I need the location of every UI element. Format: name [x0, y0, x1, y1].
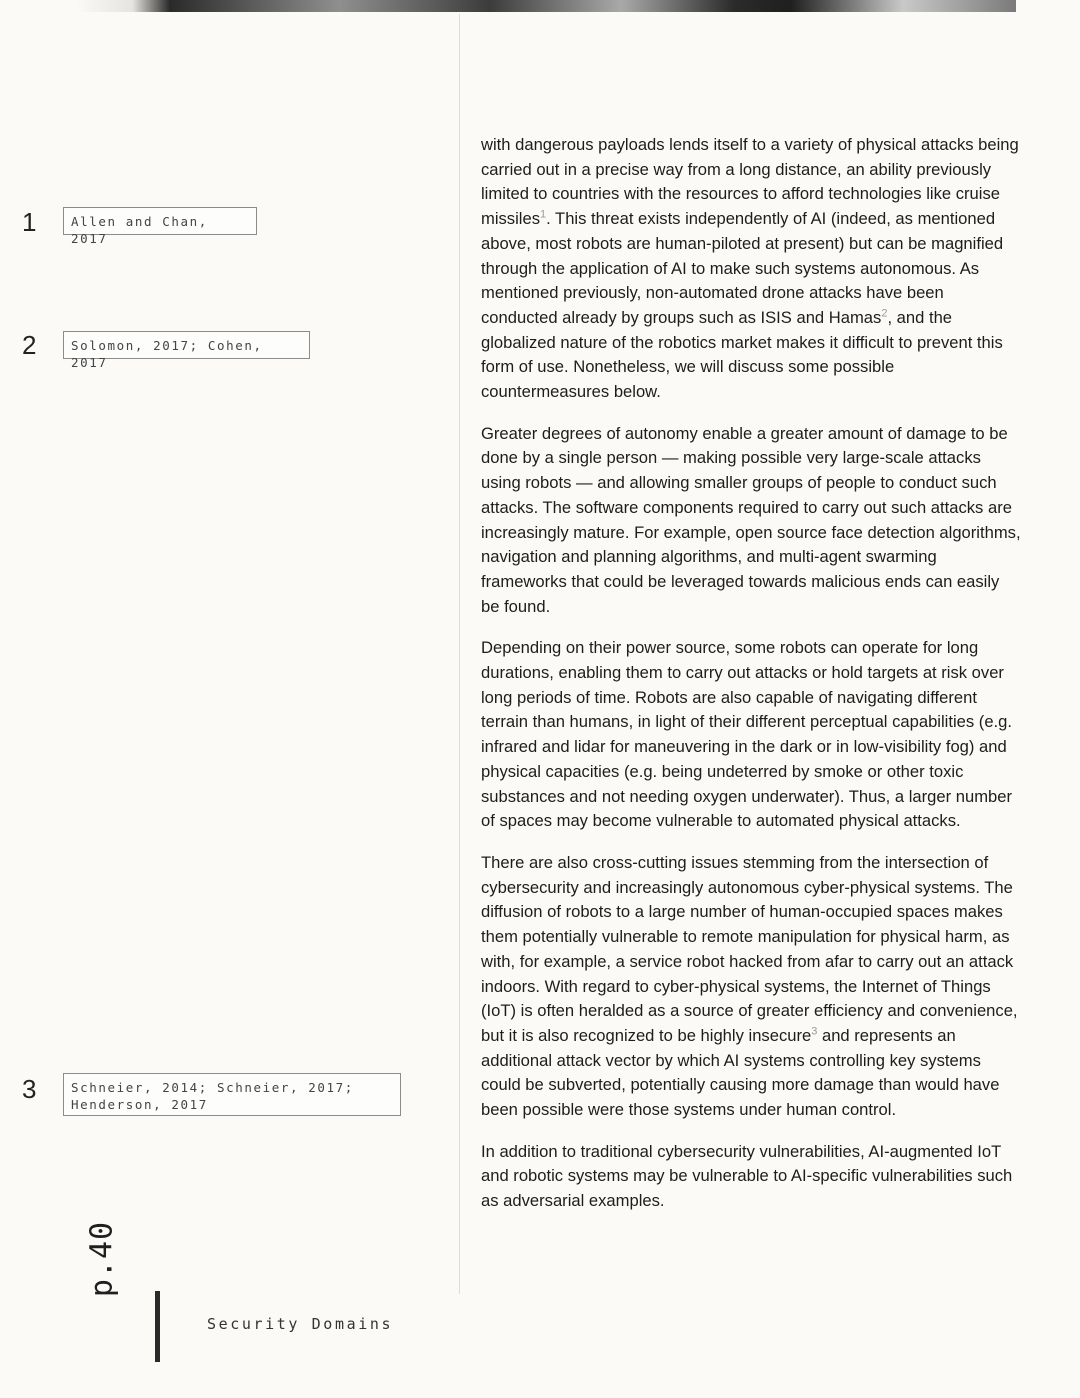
paragraph-1-part-b: . This threat exists independently of AI (indeed, as mentioned above, most robots are human-piloted at present) but can be magnified through the application of AI to make such systems autonomous. As mentioned previously, non-automated drone attacks have been conducted already by groups such as ISIS and Hamas: [481, 209, 1004, 327]
paragraph-3: Depending on their power source, some robots can operate for long durations, enabling them to carry out attacks or hold targets at risk over long periods of time. Robots are also capable of navigating different terrain than humans, in light of their different perceptual capabilities (e.g. infrared and lidar for maneuvering in the dark or in low-visibility fog) and physical capacities (e.g. being undeterred by smoke or other toxic substances and not needing oxygen underwater). Thus, a larger number of spaces may become vulnerable to automated physical attacks.: [481, 638, 1013, 831]
footnote-marker-2[interactable]: 2: [881, 307, 888, 320]
sidenote-number-2: 2: [22, 330, 37, 360]
section-title: Security Domains: [207, 1315, 394, 1333]
sidenote-number-3: 3: [22, 1074, 37, 1104]
page-number-label: p.40: [84, 1220, 120, 1298]
footer-rule: [155, 1291, 160, 1362]
paragraph-4: [481, 851, 1021, 1123]
sidenote-citation-3: Schneier, 2014; Schneier, 2017; Henderson, 2017: [63, 1073, 401, 1116]
body-text-column: [481, 133, 1021, 1231]
paragraph-4-part-b: and represents an additional attack vector by which AI systems controlling key systems could be subverted, potentially causing more damage than would have been possible were those systems under human control.: [481, 1025, 1000, 1120]
paragraph-1: [481, 133, 1021, 405]
paragraph-1-part-a: with dangerous payloads lends itself to a variety of physical attacks being carried out in a precise way from a long distance, an ability previously limited to countries with the resources to afford technologies like cruise missiles: [481, 135, 1019, 229]
footnote-marker-1[interactable]: 1: [540, 208, 547, 221]
paragraph-1-part-c: , and the globalized nature of the robotics market makes it difficult to prevent this form of use. Nonetheless, we will discuss some possible countermeasures below.: [481, 307, 1003, 402]
paragraph-5: In addition to traditional cybersecurity vulnerabilities, AI-augmented IoT and robotic systems may be vulnerable to AI-specific vulnerabilities such as adversarial examples.: [481, 1141, 1013, 1211]
paragraph-4-part-a: There are also cross-cutting issues stemming from the intersection of cybersecurity and increasingly autonomous cyber-physical systems. The diffusion of robots to a large number of human-occupied spaces makes them potentially vulnerable to remote manipulation for physical harm, as with, for example, a service robot hacked from afar to carry out an attack indoors. With regard to cyber-physical systems, the Internet of Things (IoT) is often heralded as a source of greater efficiency and convenience, but it is also recognized to be highly insecure: [481, 852, 1018, 1045]
footnote-marker-3[interactable]: 3: [811, 1025, 818, 1038]
sidenote-citation-2: Solomon, 2017; Cohen, 2017: [63, 331, 310, 359]
header-image-strip: [76, 0, 1016, 12]
paragraph-2: Greater degrees of autonomy enable a greater amount of damage to be done by a single person — making possible very large-scale attacks using robots — and allowing smaller groups of people to conduct such attacks. The software components required to carry out such attacks are increasingly mature. For example, open source face detection algorithms, navigation and planning algorithms, and multi-agent swarming frameworks that could be leveraged towards malicious ends can easily be found.: [481, 423, 1021, 616]
page-number: [62, 1214, 142, 1304]
sidenote-citation-1: Allen and Chan, 2017: [63, 207, 257, 235]
column-divider: [459, 14, 460, 1294]
sidenote-number-1: 1: [22, 207, 37, 237]
